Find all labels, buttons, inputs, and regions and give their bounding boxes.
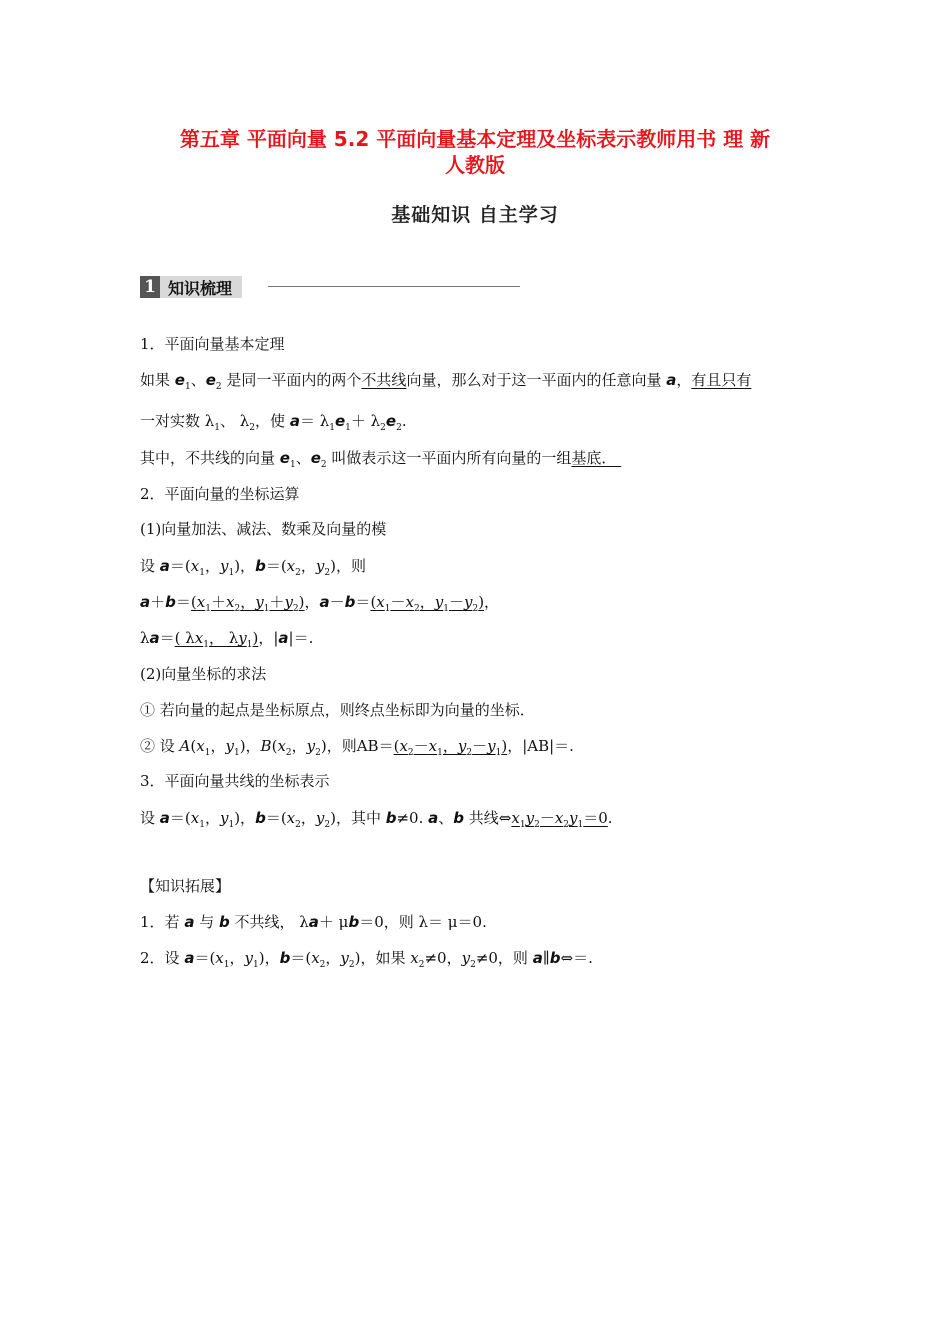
- collinear-condition-line: 设 $a=(x_1$，$y_1$)，$b=(x_2$，$y_2$)，其中 b≠0. a、b 共线$\Leftrightarrow x_1y_2-x_2y_1=0$.: [140, 809, 613, 830]
- heading-basic-theorem: 1．平面向量基本定理: [140, 335, 285, 353]
- extension-heading: 【知识拓展】: [140, 877, 231, 895]
- basis-definition-line: 其中，不共线的向量 $e_1$、$e_2$ 叫做表示这一平面内所有向量的一组基底．: [140, 449, 622, 470]
- coordinate-rule-2: ② 设 $A(x_1$，$y_1$)，$B(x_2$，$y_2$)，则$AB=(x_2-x_1$，$y_2-y_1$)，|AB|＝.: [140, 737, 574, 758]
- document-title-line-2: 人教版: [445, 153, 505, 177]
- theorem-line-2: 一对实数 $\lambda_1$、 $\lambda_2$，使 $a= \lambda_1e_1+ \lambda_2e_2$.: [140, 412, 407, 433]
- document-title-line-1: 第五章 平面向量 5.2 平面向量基本定理及坐标表示教师用书 理 新: [179, 127, 771, 151]
- section-label: 知识梳理: [160, 276, 242, 298]
- vector-definition-line: 设 $a=(x_1$，$y_1$)，$b=(x_2$，$y_2$)，则: [140, 557, 366, 578]
- add-subtract-line: $a+b=(x_1+x_2$，$y_1+y_2$)，$a-b=(x_1-x_2$，$y_1-y_2$)，: [140, 593, 500, 614]
- extension-item-1: 1．若 a 与 b 不共线， λa＋ μb＝0，则 λ＝ μ＝0.: [140, 913, 487, 931]
- section-divider: [268, 286, 520, 287]
- subheading-operations: (1)向量加法、减法、数乘及向量的模: [140, 520, 387, 538]
- heading-collinear: 3．平面向量共线的坐标表示: [140, 772, 330, 790]
- theorem-line-1: 如果 $e_1$、$e_2$ 是同一平面内的两个不共线向量，那么对于这一平面内的任意向量 a，有且只有: [140, 371, 752, 392]
- extension-item-2: 2．设 $a=(x_1$，$y_1$)，$b=(x_2$，$y_2$)，如果 $x_2\ne 0$，$y_2\ne 0$，则 a∥b⇔＝.: [140, 949, 593, 970]
- heading-coordinate-operations: 2．平面向量的坐标运算: [140, 485, 300, 503]
- section-number: 1: [140, 276, 160, 298]
- subheading-coordinates: (2)向量坐标的求法: [140, 665, 267, 683]
- section-header: [140, 276, 242, 298]
- section-subtitle: 基础知识 自主学习: [391, 204, 559, 226]
- scalar-multiply-line: λa＝( $\lambda x_1$， $\lambda y_1$)，|a|＝.: [140, 629, 314, 650]
- coordinate-rule-1: ① 若向量的起点是坐标原点，则终点坐标即为向量的坐标．: [140, 701, 535, 719]
